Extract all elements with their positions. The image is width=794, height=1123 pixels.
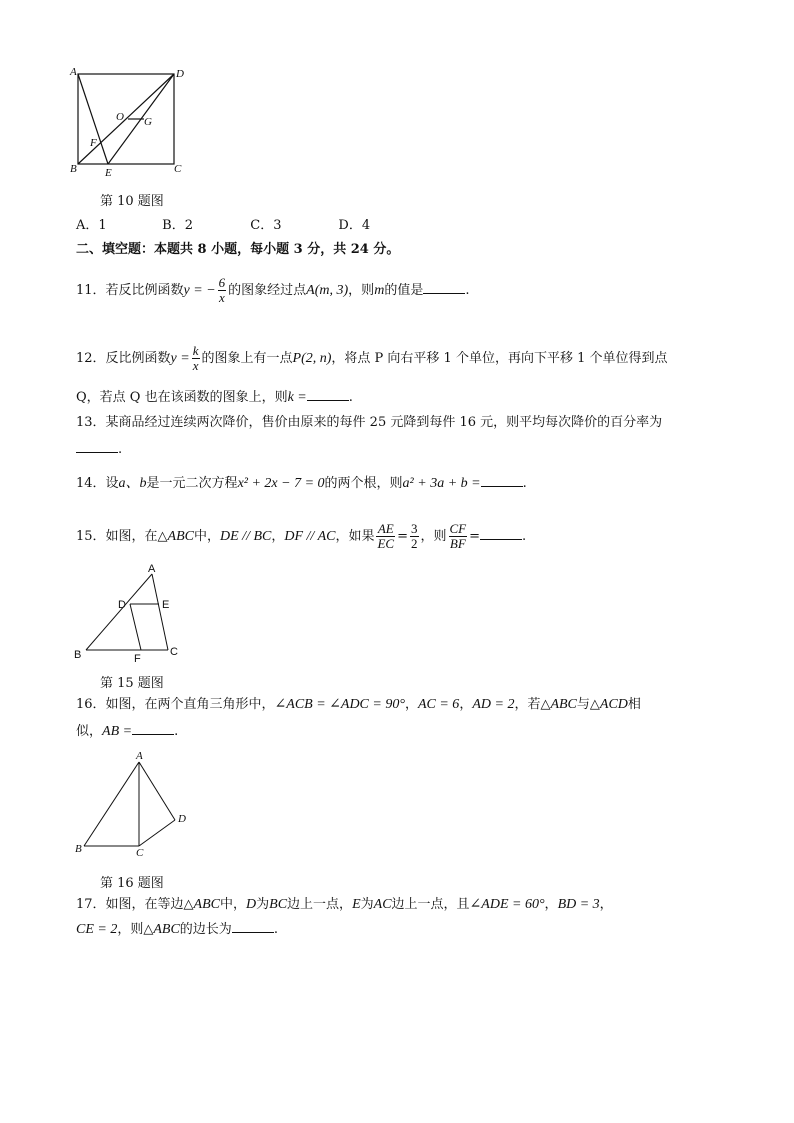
- q17-mid2: 为: [256, 897, 270, 912]
- figure-16: [68, 748, 198, 860]
- q11-var: m: [374, 283, 385, 298]
- question-17-line-2: [76, 920, 278, 939]
- q12-rest: ，将点 P 向右平移 1 个单位，再向下平移 1 个单位得到点: [331, 351, 668, 366]
- q15-mid3: ，则: [420, 529, 447, 544]
- label-c: C: [174, 163, 182, 175]
- question-16-line-2: [76, 722, 178, 741]
- segment-cd: [139, 820, 175, 846]
- label-a: A: [70, 66, 77, 78]
- q11-frac-num: 6: [218, 275, 226, 290]
- q15-eq: =: [397, 529, 408, 544]
- figure-15: [70, 562, 190, 667]
- question-13-line-2: [76, 440, 122, 459]
- q12-var: k =: [287, 390, 307, 405]
- q15-prefix: 15．如图，在△: [76, 529, 168, 544]
- q11-suffix: 的值是: [384, 283, 424, 298]
- q16-ad: AD = 2: [472, 697, 515, 712]
- q14-equation: x² + 2x − 7 = 0: [237, 476, 325, 491]
- figure-10: [66, 62, 196, 182]
- q11-frac-den: x: [219, 290, 225, 305]
- q17-answer-blank[interactable]: [232, 920, 274, 933]
- q17-line2-mid: ，则△: [117, 922, 154, 937]
- q13-answer-blank[interactable]: [76, 440, 118, 453]
- q16-angles: ∠ACB = ∠ADC = 90°: [274, 697, 405, 712]
- question-17-line-1: [76, 896, 613, 914]
- q14-expr: a² + 3a + b =: [402, 476, 481, 491]
- q17-end: .: [273, 922, 278, 937]
- question-15: [76, 522, 526, 551]
- label-b: B: [75, 843, 82, 855]
- q16-ab: AB =: [102, 724, 133, 739]
- q17-angle: ∠ADE = 60°: [469, 897, 545, 912]
- q12-eq-lhs: y =: [170, 351, 190, 366]
- q12-mid: 的图象上有一点: [201, 351, 293, 366]
- label-o: O: [116, 111, 124, 123]
- label-d: D: [176, 68, 184, 80]
- q17-sep: ，: [544, 897, 558, 912]
- q16-ac: AC = 6: [417, 697, 460, 712]
- figure-15-caption: 第 15 题图: [100, 676, 164, 691]
- q15-f2-den: 2: [411, 536, 418, 551]
- q15-mid2: ，如果: [335, 529, 375, 544]
- q17-e: E: [352, 897, 361, 912]
- segment-ab: [86, 574, 152, 650]
- q15-mid: 中，: [194, 529, 221, 544]
- q17-bc: BC: [269, 897, 288, 912]
- q17-line2-tail: 的边长为: [179, 922, 232, 937]
- q15-cond2: DF // AC: [284, 529, 336, 544]
- q17-d: D: [246, 897, 257, 912]
- figure-16-caption: 第 16 题图: [100, 876, 164, 891]
- q15-f3-num: CF: [449, 521, 467, 536]
- q14-mid2: 的两个根，则: [324, 476, 403, 491]
- label-a: A: [148, 563, 156, 575]
- section-title: 二、填空题：本题共 8 小题，每小题 3 分，共 24 分。: [76, 242, 400, 257]
- q16-mid: ，若△: [514, 697, 551, 712]
- q16-end: .: [174, 724, 179, 739]
- q16-mid2: 与△: [576, 697, 600, 712]
- question-13-line-1: 13．某商品经过连续两次降价，售价由原来的每件 25 元降到每件 16 元，则平均每次降价的百分率为: [76, 415, 663, 430]
- segment-ab: [84, 762, 139, 846]
- option-c[interactable]: C．3: [250, 218, 282, 233]
- label-f: F: [90, 137, 97, 149]
- q15-f1-num: AE: [377, 521, 394, 536]
- q16-tail: 相: [627, 697, 641, 712]
- q15-end: .: [522, 529, 527, 544]
- q15-fraction-ae-ec: [376, 522, 395, 551]
- q13-end: .: [118, 442, 123, 457]
- option-a[interactable]: A．1: [76, 218, 107, 233]
- q15-sep: ，: [271, 529, 285, 544]
- q16-sep1: ，: [404, 697, 418, 712]
- label-b: B: [70, 163, 77, 175]
- q16-line2-prefix: 似，: [76, 724, 103, 739]
- q16-prefix: 16．如图，在两个直角三角形中，: [76, 697, 275, 712]
- label-c: C: [170, 646, 178, 658]
- question-12-line-2: [76, 388, 353, 407]
- q17-mid3: 边上一点，: [287, 897, 353, 912]
- q17-prefix: 17．如图，在等边△: [76, 897, 194, 912]
- q11-point: A(m, 3): [306, 283, 349, 298]
- q12-fraction: [192, 344, 200, 373]
- label-d: D: [118, 599, 126, 611]
- q16-t1: ABC: [550, 697, 577, 712]
- q12-frac-den: x: [192, 358, 199, 373]
- q17-bd: BD = 3: [557, 897, 600, 912]
- figure-10-caption: 第 10 题图: [100, 194, 164, 209]
- q14-prefix: 14．设: [76, 476, 119, 491]
- q17-ce: CE = 2: [76, 922, 118, 937]
- q11-fraction: [218, 276, 227, 305]
- q15-tri: ABC: [167, 529, 194, 544]
- q15-answer-blank[interactable]: [480, 527, 522, 540]
- question-16-line-1: [76, 696, 641, 714]
- q14-end: .: [522, 476, 527, 491]
- q11-mid: 的图象经过点: [228, 283, 307, 298]
- q17-tri: ABC: [193, 897, 220, 912]
- q16-answer-blank[interactable]: [132, 722, 174, 735]
- q15-f1-den: EC: [377, 536, 395, 551]
- q15-eq2: =: [469, 529, 481, 544]
- label-a: A: [136, 750, 143, 762]
- label-g: G: [144, 116, 152, 128]
- label-c: C: [136, 847, 144, 859]
- label-d: D: [178, 813, 186, 825]
- q12-line2: Q，若点 Q 也在该函数的图象上，则: [76, 390, 288, 405]
- question-14: [76, 474, 527, 493]
- q15-fraction-3-2: [410, 522, 419, 551]
- q17-tri2: ABC: [153, 922, 180, 937]
- q11-end: .: [465, 283, 470, 298]
- q14-answer-blank[interactable]: [481, 474, 523, 487]
- label-b: B: [74, 649, 82, 661]
- q17-line1-end: ，: [599, 897, 613, 912]
- q11-answer-blank[interactable]: [423, 281, 465, 294]
- segment-ad: [139, 762, 175, 820]
- q11-eq-lhs: y = −: [183, 283, 216, 298]
- q14-mid: 是一元二次方程: [146, 476, 238, 491]
- q12-answer-blank[interactable]: [307, 388, 349, 401]
- option-b[interactable]: B．2: [162, 218, 193, 233]
- q17-ac: AC: [373, 897, 392, 912]
- q12-frac-num: k: [192, 343, 199, 358]
- q15-cond1: DE // BC: [220, 529, 272, 544]
- label-e: E: [105, 167, 112, 179]
- q12-point: P(2, n): [292, 351, 332, 366]
- q17-mid: 中，: [220, 897, 247, 912]
- option-d[interactable]: D．4: [338, 218, 371, 233]
- q15-f2-num: 3: [411, 521, 418, 536]
- q15-f3-den: BF: [449, 536, 466, 551]
- q11-mid2: ，则: [348, 283, 375, 298]
- q12-end: .: [348, 390, 353, 405]
- segment-ac: [152, 574, 168, 650]
- question-10-options: [76, 214, 370, 233]
- q11-prefix: 11．若反比例函数: [76, 283, 184, 298]
- q14-vars: a、b: [118, 476, 147, 491]
- q17-mid5: 边上一点，且: [391, 897, 470, 912]
- label-e: E: [162, 599, 170, 611]
- q15-fraction-cf-bf: [449, 522, 468, 551]
- question-12-line-1: [76, 344, 668, 373]
- segment-df: [130, 604, 141, 650]
- label-f: F: [134, 653, 141, 665]
- q16-t2: ACD: [599, 697, 628, 712]
- question-11: [76, 276, 469, 305]
- q12-prefix: 12．反比例函数: [76, 351, 171, 366]
- q16-sep2: ，: [459, 697, 473, 712]
- q17-mid4: 为: [360, 897, 374, 912]
